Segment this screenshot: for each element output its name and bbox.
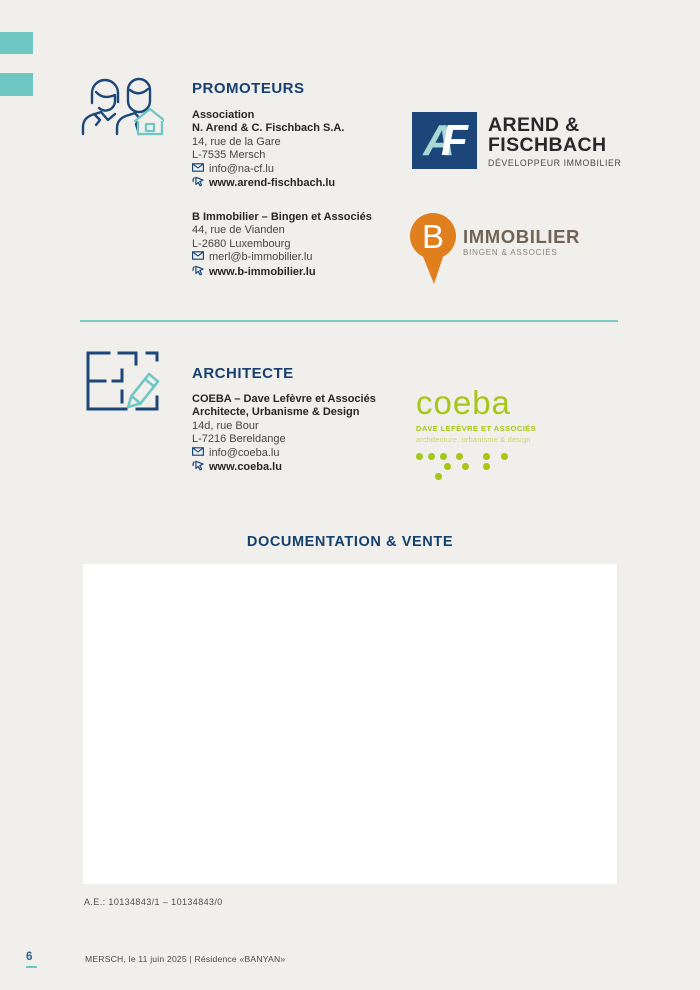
- promoter-1-email[interactable]: info@na-cf.lu: [209, 162, 274, 175]
- cursor-icon: [192, 460, 204, 475]
- decor-teal-rect-1: [0, 32, 33, 54]
- architect-floorplan-icon: [84, 350, 164, 412]
- af-logo-line2: FISCHBACH: [488, 134, 607, 156]
- promoter-2-address-line2: L-2680 Luxembourg: [192, 237, 291, 250]
- arend-fischbach-logo: [412, 112, 621, 169]
- email-icon: [192, 251, 204, 264]
- b-pin-letter: B: [421, 218, 445, 255]
- coeba-braille-dots-icon: [416, 453, 596, 481]
- cursor-icon: [192, 176, 204, 191]
- page-number-underline: [26, 966, 37, 968]
- coeba-logo: [416, 384, 596, 481]
- architect-email[interactable]: info@coeba.lu: [209, 446, 280, 459]
- af-monogram: [412, 112, 477, 169]
- architecte-heading: ARCHITECTE: [192, 365, 294, 382]
- architect-address-line2: L-7216 Bereldange: [192, 433, 286, 446]
- cursor-icon: [192, 265, 204, 280]
- promoter-1-address-line2: L-7535 Mersch: [192, 149, 266, 162]
- documentation-heading: DOCUMENTATION & VENTE: [246, 534, 454, 550]
- promoter-1-contact: [192, 109, 344, 191]
- af-logo-tagline: DÉVELOPPEUR IMMOBILIER: [488, 158, 622, 168]
- promoter-1-name-line2: N. Arend & C. Fischbach S.A.: [192, 122, 345, 135]
- b-immobilier-logo: [410, 211, 580, 290]
- promoter-2-website[interactable]: www.b-immobilier.lu: [209, 265, 316, 278]
- section-divider: [80, 320, 618, 322]
- decor-teal-rect-2: [0, 73, 33, 96]
- b-logo-line1: IMMOBILIER: [463, 226, 580, 247]
- promoter-2-address-line1: 44, rue de Vianden: [192, 224, 285, 237]
- page-number: 6: [26, 951, 33, 963]
- promoteurs-heading: PROMOTEURS: [192, 80, 305, 97]
- coeba-logo-name: coeba: [416, 384, 511, 421]
- b-logo-line2: BINGEN & ASSOCIÉS: [463, 248, 558, 257]
- promoter-1-address-line1: 14, rue de la Gare: [192, 135, 281, 148]
- b-immobilier-pin-icon: [410, 211, 456, 290]
- promoter-1-name-line1: Association: [192, 109, 255, 121]
- promoter-1-website[interactable]: www.arend-fischbach.lu: [209, 177, 336, 190]
- architect-website[interactable]: www.coeba.lu: [209, 461, 282, 474]
- promoter-2-name: B Immobilier – Bingen et Associés: [192, 211, 372, 223]
- architect-name-line2: Architecte, Urbanisme & Design: [192, 406, 360, 419]
- af-logo-line1: AREND &: [488, 114, 580, 136]
- architect-address-line1: 14d, rue Bour: [192, 419, 259, 432]
- footer-text: MERSCH, le 11 juin 2025 | Résidence «BANYAN»: [85, 954, 286, 964]
- coeba-logo-line1: DAVE LEFÈVRE ET ASSOCIÉS: [416, 424, 537, 433]
- architect-contact: [192, 393, 376, 475]
- af-monogram-f: F: [440, 115, 454, 165]
- architect-name-line1: COEBA – Dave Lefèvre et Associés: [192, 393, 376, 405]
- documentation-placeholder-box: [83, 564, 617, 884]
- promoter-2-email[interactable]: merl@b-immobilier.lu: [209, 251, 313, 264]
- af-monogram-a: A: [423, 115, 441, 165]
- coeba-logo-line2: architecture, urbanisme & design: [416, 435, 531, 444]
- promoters-people-icon: [80, 70, 164, 136]
- promoter-2-contact: [192, 211, 372, 280]
- authorization-reference: A.E.: 10134843/1 – 10134843/0: [84, 897, 223, 907]
- email-icon: [192, 163, 204, 176]
- email-icon: [192, 447, 204, 460]
